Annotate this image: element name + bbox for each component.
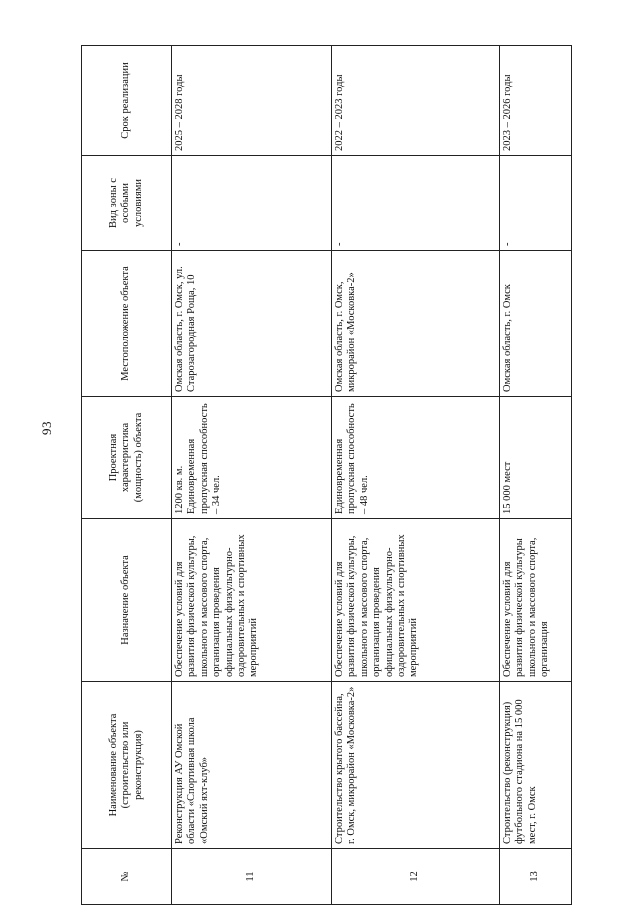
row-capacity: 1200 кв. м. Единовременная пропускная способность – 34 чел. (172, 397, 332, 519)
row-period: 2022 – 2023 годы (332, 46, 500, 156)
row-purpose: Обеспечение условий для развития физической культуры, школьного и массового спорта, организация проведения официальных физкультурно-оздоровительных и спортивных мероприятий (332, 519, 500, 682)
header-period: Срок реализации (82, 46, 172, 156)
row-period: 2025 – 2028 годы (172, 46, 332, 156)
row-location: Омская область, г. Омск (500, 251, 572, 397)
row-purpose: Обеспечение условий для развития физической культуры школьного и массового спорта, организация (500, 519, 572, 682)
row-zone: - (172, 156, 332, 251)
header-capacity: Проектная характеристика (мощность) объекта (82, 397, 172, 519)
row-capacity: 15 000 мест (500, 397, 572, 519)
row-period: 2023 – 2026 годы (500, 46, 572, 156)
row-capacity: Единовременная пропускная способность – 48 чел. (332, 397, 500, 519)
row-name: Строительство крытого бассейна, г. Омск, микрорайон «Московка-2» (332, 682, 500, 849)
table-header-row (82, 46, 172, 905)
table-row (500, 46, 572, 905)
header-name: Наименование объекта (строительство или реконструкция) (82, 682, 172, 849)
header-purpose: Назначение объекта (82, 519, 172, 682)
row-num: 12 (332, 849, 500, 905)
page-number: 93 (39, 421, 54, 435)
row-purpose: Обеспечение условий для развития физической культуры, школьного и массового спорта, организация проведения официальных физкультурно-оздоровительных и спортивных мероприятий (172, 519, 332, 682)
row-num: 11 (172, 849, 332, 905)
row-zone: - (500, 156, 572, 251)
row-name: Строительство (реконструкция) футбольного стадиона на 15 000 мест, г. Омск (500, 682, 572, 849)
table-row (172, 46, 332, 905)
row-num: 13 (500, 849, 572, 905)
row-name: Реконструкция АУ Омской области «Спортивная школа «Омский яхт-клуб» (172, 682, 332, 849)
header-zone: Вид зоны с особыми условиями (82, 156, 172, 251)
objects-table (81, 45, 572, 905)
rotated-table-container (81, 46, 571, 905)
table-row (332, 46, 500, 905)
header-num: № (82, 849, 172, 905)
row-location: Омская область, г. Омск, ул. Старозагородная Роща, 10 (172, 251, 332, 397)
row-location: Омская область, г. Омск, микрорайон «Московка-2» (332, 251, 500, 397)
row-zone: - (332, 156, 500, 251)
header-location: Местоположение объекта (82, 251, 172, 397)
